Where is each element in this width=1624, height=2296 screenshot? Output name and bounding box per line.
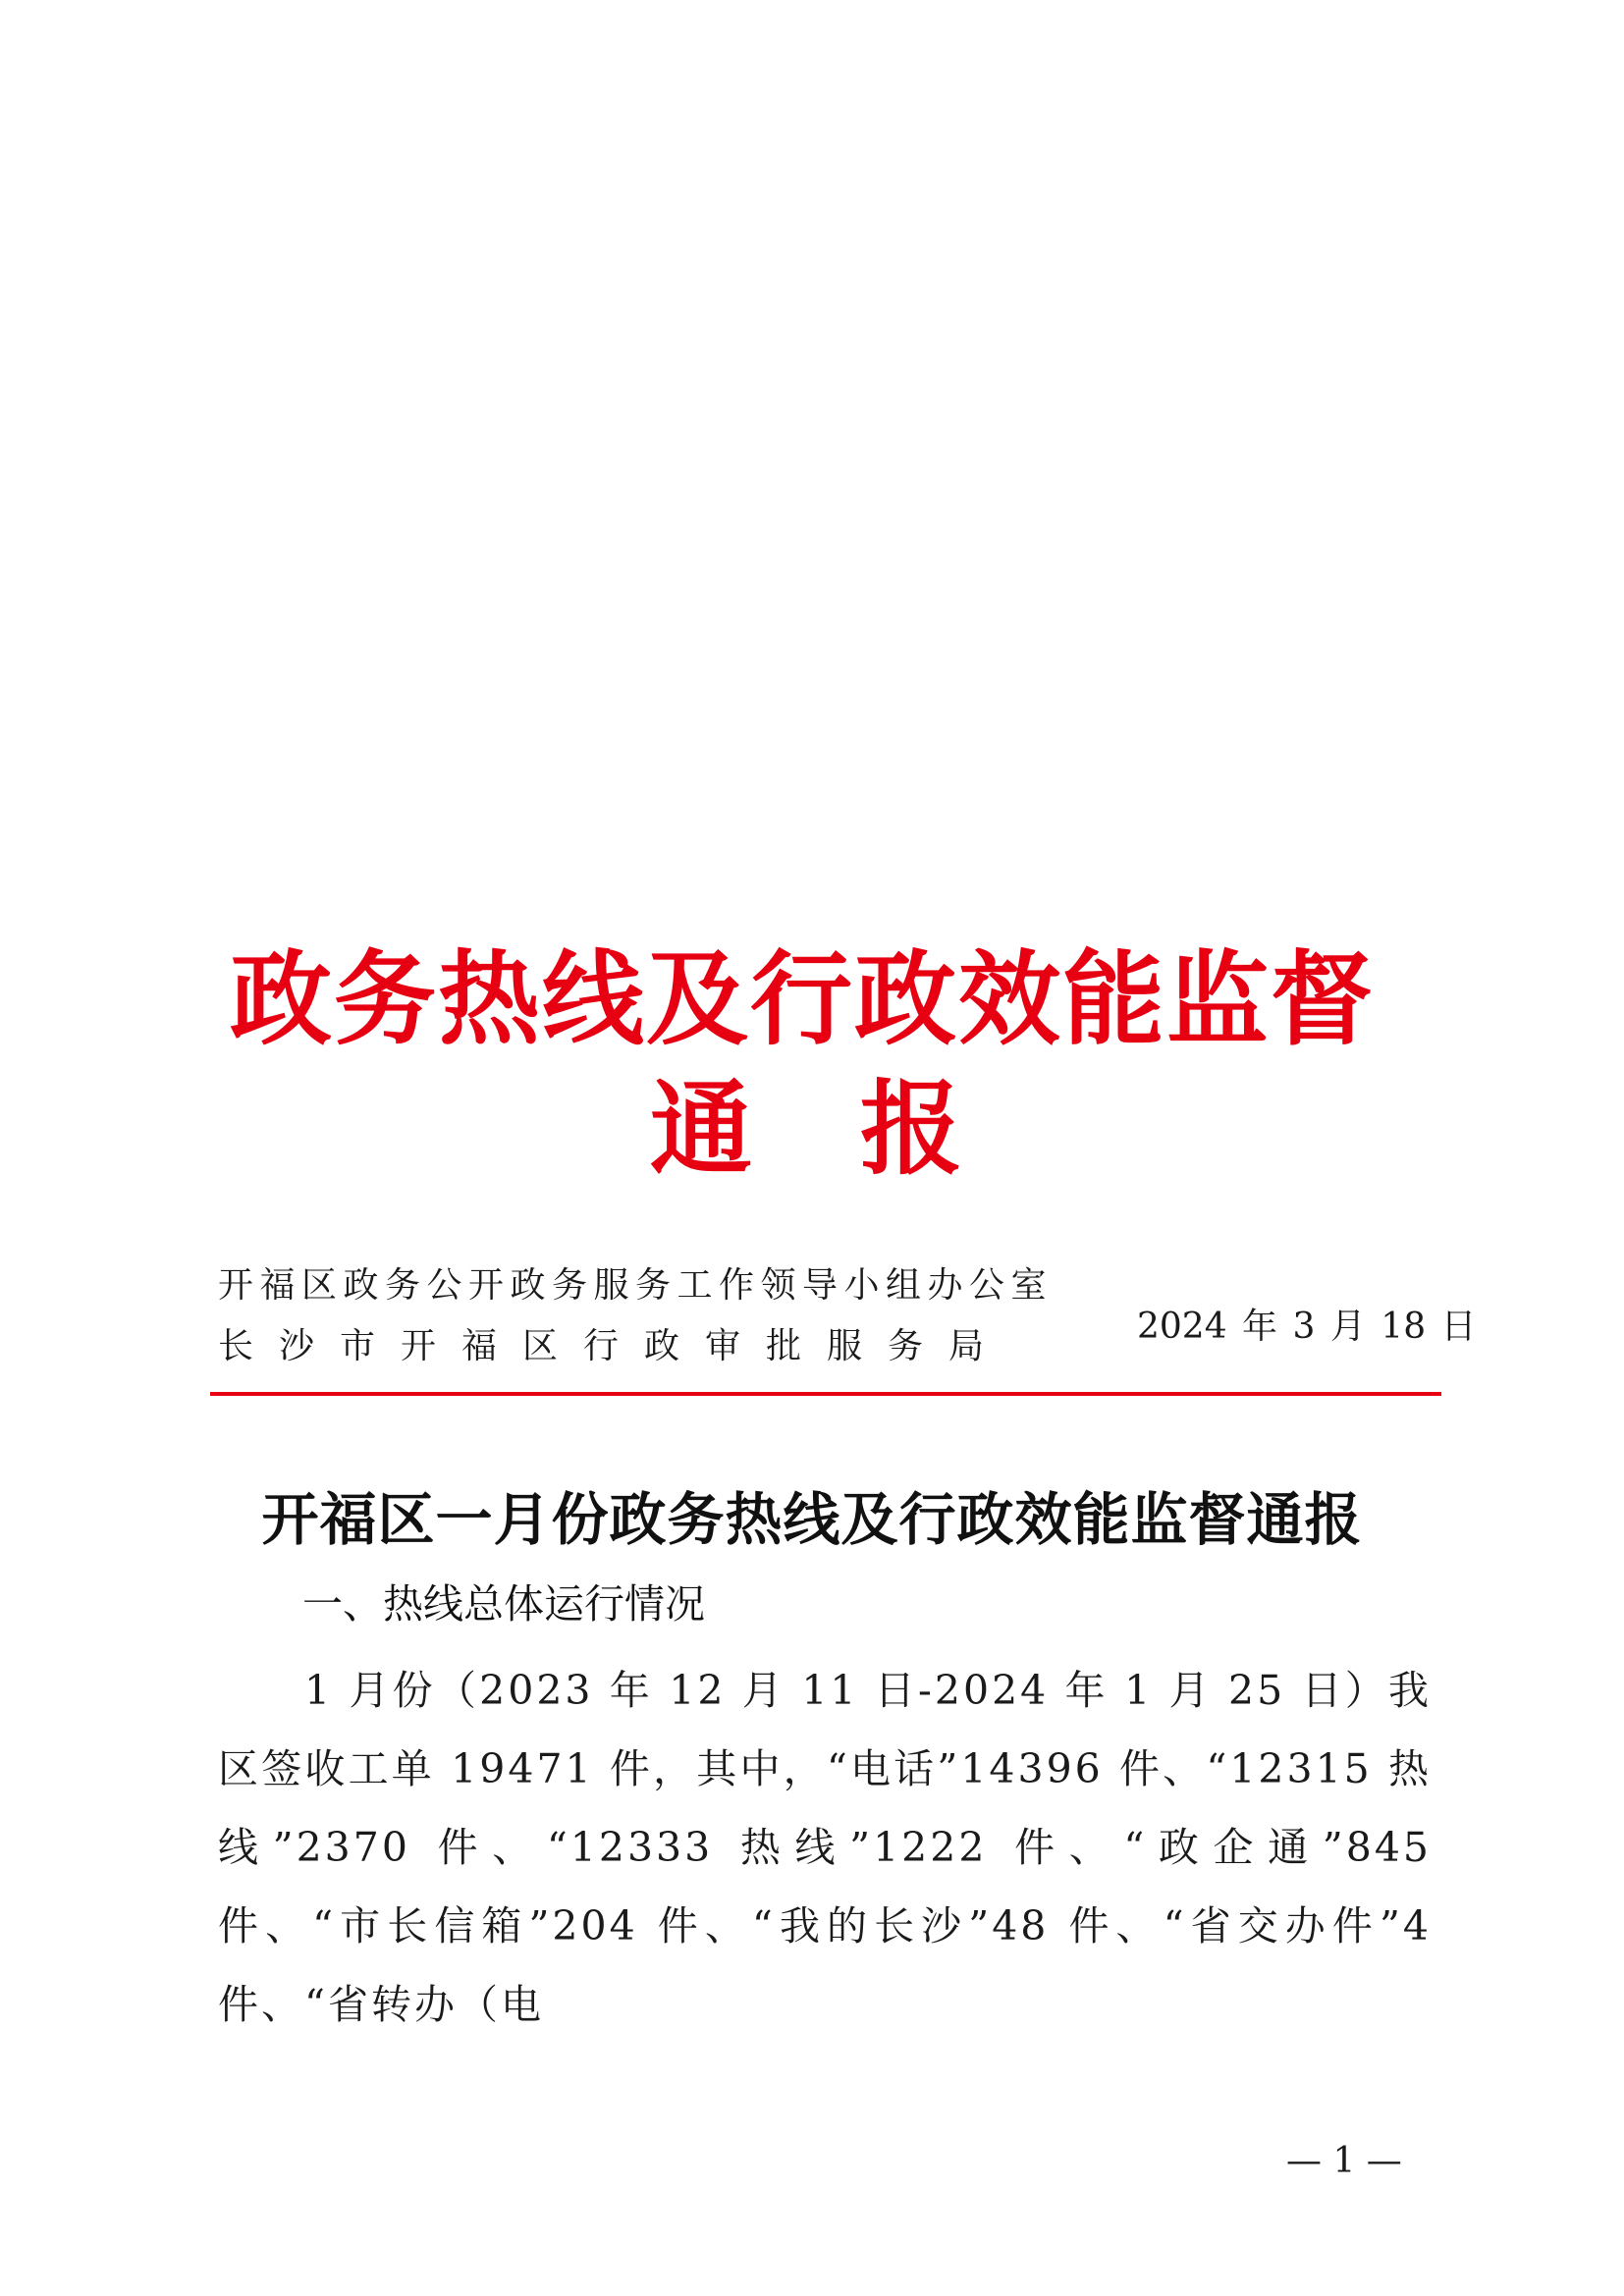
masthead-title: 政务热线及行政效能监督 (229, 939, 1375, 1059)
red-divider-rule (210, 1392, 1441, 1396)
section-heading: 一、热线总体运行情况 (302, 1580, 705, 1628)
masthead-subtitle (0, 1070, 1618, 1188)
body-paragraph: 1 月份（2023 年 12 月 11 日-2024 年 1 月 25 日）我区签收工单 19471 件，其中，“电话”14396 件、“12315 热线”2370 件、“12333 热线”1222 件、“政企通”845 件、“市长信箱”204 件、“我的长沙”48 件、“省交办件”4 件、“省转办（电 (218, 1667, 1432, 2028)
issuer-office: 开福区政务公开政务服务工作领导小组办公室 (218, 1265, 1054, 1306)
page-number: — 1 — (1286, 2141, 1402, 2181)
issuer-bureau: 长沙市开福区行政审批服务局 (218, 1326, 1010, 1366)
document-title: 开福区一月份政务热线及行政效能监督通报 (261, 1486, 1363, 1553)
issue-date: 2024 年 3 月 18 日 (1137, 1307, 1477, 1347)
masthead-char-tong: 通 (649, 1069, 752, 1189)
masthead-char-bao: 报 (860, 1069, 963, 1189)
